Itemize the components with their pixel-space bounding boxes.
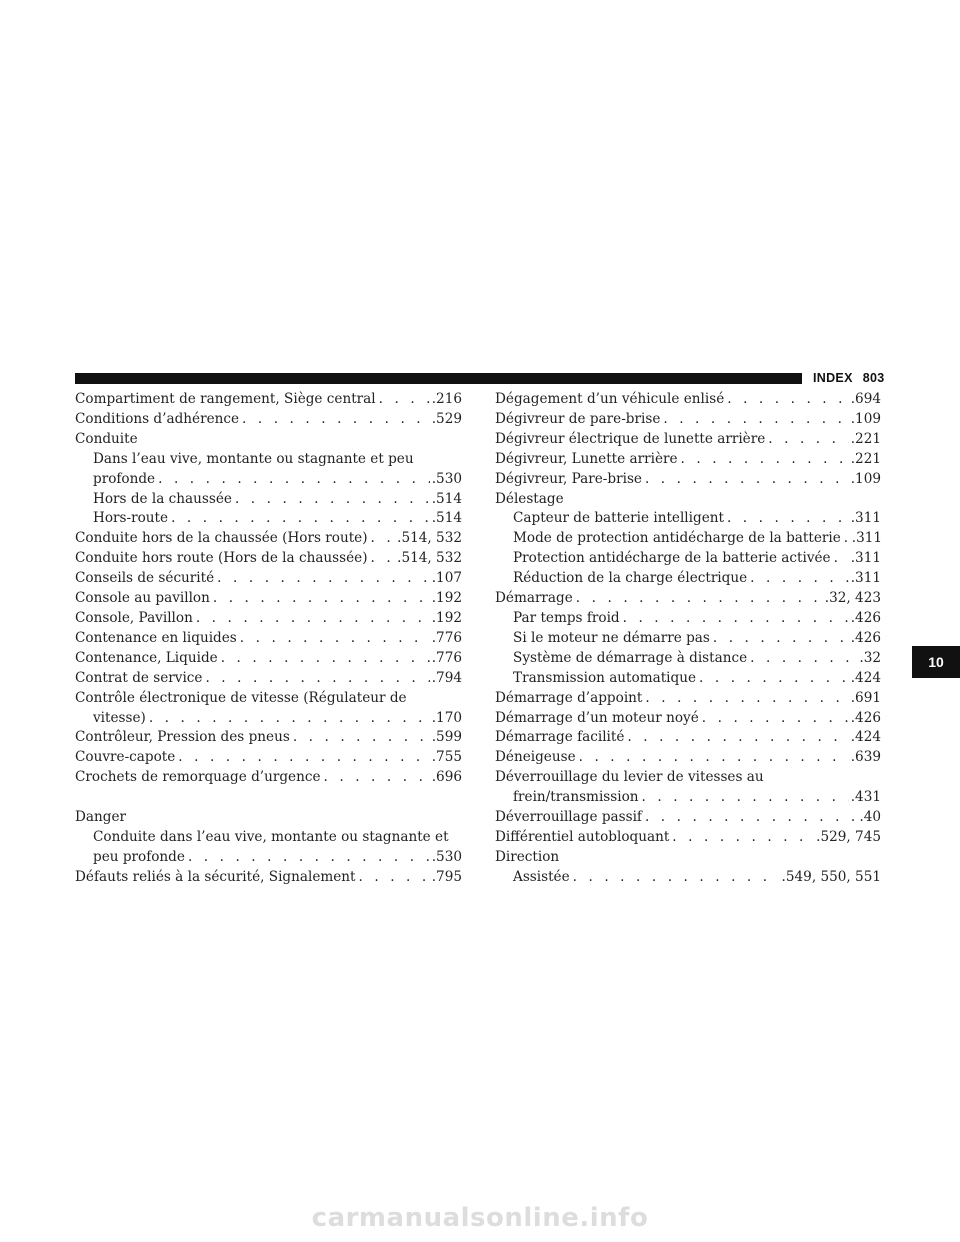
entry-text: Si le moteur ne démarre pas <box>513 629 710 646</box>
index-entry <box>495 470 881 490</box>
dot-leader <box>831 549 849 569</box>
index-entry <box>495 848 881 868</box>
dot-leader <box>290 728 430 748</box>
entry-text: Compartiment de rangement, Siège central <box>75 391 376 407</box>
index-column-right <box>495 390 881 888</box>
entry-page-ref: .514 <box>431 490 462 507</box>
dot-leader <box>699 709 849 729</box>
entry-text: Délestage <box>495 490 564 507</box>
chapter-tab[interactable]: 10 <box>912 646 960 678</box>
entry-page-ref: .431 <box>850 789 881 806</box>
index-entry <box>75 808 462 828</box>
entry-text: Déverrouillage passif <box>495 809 642 826</box>
entry-text: Direction <box>495 848 560 865</box>
entry-text: Dégivreur, Lunette arrière <box>495 450 678 467</box>
dot-leader <box>573 589 823 609</box>
entry-text: Démarrage d’un moteur noyé <box>495 709 699 726</box>
entry-page-ref: .424 <box>850 729 881 746</box>
entry-page-ref: .192 <box>431 590 462 607</box>
index-entry <box>75 868 462 888</box>
running-header <box>813 371 884 385</box>
entry-page-ref: .776 <box>431 649 462 666</box>
entry-text: Conduite dans l’eau vive, montante ou stagnante et <box>93 828 449 845</box>
entry-text: Démarrage facilité <box>495 729 625 746</box>
index-entry <box>495 569 881 589</box>
entry-text: Contrat de service <box>75 669 203 686</box>
index-entry <box>495 609 881 629</box>
watermark: carmanualsonline.info <box>311 1203 649 1233</box>
entry-text: Réduction de la charge électrique <box>513 570 748 587</box>
entry-text: Démarrage <box>495 590 573 607</box>
dot-leader <box>218 649 430 669</box>
entry-text: Conduite hors de la chaussée (Hors route) <box>75 530 368 547</box>
index-entry <box>495 529 881 549</box>
dot-leader <box>669 828 814 848</box>
entry-text: Console au pavillon <box>75 590 210 607</box>
dot-leader <box>214 569 430 589</box>
entry-page-ref: .109 <box>850 410 881 427</box>
index-entry <box>75 490 462 510</box>
index-entry <box>495 629 881 649</box>
dot-leader <box>185 848 430 868</box>
entry-page-ref: .691 <box>850 689 881 706</box>
entry-page-ref: .32 <box>859 649 881 666</box>
entry-page-ref: .192 <box>431 609 462 626</box>
dot-leader <box>168 509 430 529</box>
dot-leader <box>724 509 849 529</box>
entry-text: Défauts reliés à la sécurité, Signalement <box>75 868 356 885</box>
entry-text: Déneigeuse <box>495 749 576 766</box>
index-entry <box>495 788 881 808</box>
entry-page-ref: .32, 423 <box>824 590 881 607</box>
index-entry <box>495 549 881 569</box>
header-rule <box>75 373 802 384</box>
entry-text: Protection antidécharge de la batterie activée <box>513 550 831 567</box>
dot-leader <box>368 549 396 569</box>
entry-page-ref: .40 <box>859 809 881 826</box>
dot-leader <box>765 430 848 450</box>
entry-page-ref: .311 <box>850 510 881 527</box>
entry-text: Hors-route <box>93 510 169 527</box>
dot-leader <box>155 470 430 490</box>
index-entry <box>75 569 462 589</box>
index-entry <box>75 828 462 848</box>
entry-text: Contenance en liquides <box>75 629 237 646</box>
entry-page-ref: .216 <box>431 391 462 407</box>
dot-leader <box>642 808 857 828</box>
dot-leader <box>202 669 429 689</box>
dot-leader <box>624 728 848 748</box>
entry-page-ref: .311 <box>850 570 881 587</box>
index-entry <box>75 748 462 768</box>
entry-text: Capteur de batterie intelligent <box>513 510 724 527</box>
page-number: 803 <box>862 371 885 385</box>
entry-page-ref: .599 <box>431 729 462 746</box>
entry-text: Crochets de remorquage d’urgence <box>75 769 321 786</box>
entry-text: Dégivreur de pare-brise <box>495 410 661 427</box>
entry-page-ref: .514, 532 <box>397 550 462 567</box>
entry-page-ref: .696 <box>431 769 462 786</box>
dot-leader <box>576 748 849 768</box>
entry-page-ref: .514, 532 <box>397 530 462 547</box>
dot-leader <box>642 470 849 490</box>
index-entry <box>75 609 462 629</box>
entry-text: Hors de la chaussée <box>93 490 232 507</box>
dot-leader <box>642 689 848 709</box>
dot-leader <box>321 768 430 788</box>
index-entry <box>75 629 462 649</box>
dot-leader <box>376 390 430 410</box>
dot-leader <box>747 569 849 589</box>
index-entry <box>495 589 881 609</box>
index-entry <box>495 768 881 788</box>
entry-page-ref: .529, 745 <box>816 828 881 845</box>
dot-leader <box>747 649 857 669</box>
entry-text: Conditions d’adhérence <box>75 410 240 427</box>
entry-page-ref: .170 <box>431 709 462 726</box>
header-section: INDEX <box>813 371 853 385</box>
entry-text: peu profonde <box>93 848 185 865</box>
entry-page-ref: .794 <box>431 669 462 686</box>
dot-leader <box>620 609 849 629</box>
entry-text: Console, Pavillon <box>75 609 193 626</box>
index-entry <box>495 450 881 470</box>
entry-page-ref: .530 <box>431 470 462 487</box>
entry-text: Assistée <box>513 868 570 885</box>
index-entry <box>75 450 462 470</box>
index-entry <box>495 669 881 689</box>
entry-page-ref: .424 <box>850 669 881 686</box>
dot-leader <box>193 609 430 629</box>
dot-leader <box>678 450 849 470</box>
entry-page-ref: .776 <box>431 629 462 646</box>
index-entry <box>75 470 462 490</box>
entry-text: Différentiel autobloquant <box>495 828 670 845</box>
entry-page-ref: .311 <box>851 530 883 547</box>
entry-page-ref: .755 <box>431 749 462 766</box>
index-entry <box>495 649 881 669</box>
entry-text: profonde <box>93 470 156 487</box>
index-entry <box>75 768 462 788</box>
entry-text: Système de démarrage à distance <box>513 649 748 666</box>
entry-text: Déverrouillage du levier de vitesses au <box>495 769 764 786</box>
entry-text: Contenance, Liquide <box>75 649 218 666</box>
dot-leader <box>841 529 850 549</box>
entry-page-ref: .514 <box>431 510 462 527</box>
dot-leader <box>639 788 849 808</box>
entry-text: Contrôleur, Pression des pneus <box>75 729 290 746</box>
dot-leader <box>356 868 430 888</box>
entry-page-ref: .639 <box>850 749 881 766</box>
dot-leader <box>175 748 429 768</box>
index-entry <box>495 868 881 888</box>
entry-page-ref: .426 <box>850 709 881 726</box>
entry-text: Transmission automatique <box>513 669 697 686</box>
entry-text: frein/transmission <box>513 789 639 806</box>
entry-text: Conduite hors route (Hors de la chaussée) <box>75 550 368 567</box>
entry-text: Dégagement d’un véhicule enlisé <box>495 391 725 407</box>
entry-text: Danger <box>75 809 127 826</box>
index-entry <box>495 390 881 410</box>
dot-leader <box>724 390 848 410</box>
entry-page-ref: .529 <box>431 410 462 427</box>
entry-page-ref: .109 <box>850 470 881 487</box>
index-entry <box>495 490 881 510</box>
index-entry <box>75 669 462 689</box>
entry-text: Par temps froid <box>513 609 620 626</box>
entry-text: Dans l’eau vive, montante ou stagnante et peu <box>93 450 414 467</box>
dot-leader <box>570 868 780 888</box>
entry-text: Conduite <box>75 430 138 447</box>
dot-leader <box>146 709 430 729</box>
index-entry <box>75 549 462 569</box>
entry-page-ref: .221 <box>850 450 881 467</box>
index-column-left <box>75 390 462 888</box>
entry-text: Démarrage d’appoint <box>495 689 643 706</box>
index-entry <box>495 748 881 768</box>
entry-text: Dégivreur électrique de lunette arrière <box>495 430 766 447</box>
dot-leader <box>210 589 430 609</box>
entry-page-ref: .530 <box>431 848 462 865</box>
dot-leader <box>368 529 396 549</box>
entry-page-ref: .221 <box>850 430 881 447</box>
index-entry <box>495 430 881 450</box>
index-entry <box>75 689 462 709</box>
index-entry <box>495 509 881 529</box>
index-entry <box>75 649 462 669</box>
entry-gap <box>75 788 462 808</box>
entry-page-ref: .426 <box>850 629 881 646</box>
index-entry <box>75 709 462 729</box>
entry-text: vitesse) <box>93 709 146 726</box>
index-entry <box>75 848 462 868</box>
index-entry <box>75 410 462 430</box>
dot-leader <box>239 410 430 430</box>
entry-text: Dégivreur, Pare-brise <box>495 470 642 487</box>
entry-page-ref: .311 <box>850 550 881 567</box>
index-entry <box>75 589 462 609</box>
entry-text: Couvre-capote <box>75 749 176 766</box>
index-entry <box>75 728 462 748</box>
index-entry <box>495 709 881 729</box>
index-entry <box>75 509 462 529</box>
index-entry <box>75 430 462 450</box>
dot-leader <box>710 629 849 649</box>
dot-leader <box>696 669 849 689</box>
index-entry <box>495 728 881 748</box>
index-entry <box>75 529 462 549</box>
entry-text: Conseils de sécurité <box>75 570 215 587</box>
entry-text: Contrôle électronique de vitesse (Régulateur de <box>75 689 407 706</box>
dot-leader <box>660 410 848 430</box>
entry-page-ref: .694 <box>850 391 881 407</box>
entry-text: Mode de protection antidécharge de la batterie <box>513 530 841 547</box>
entry-page-ref: .795 <box>431 868 462 885</box>
index-entry <box>75 390 462 410</box>
dot-leader <box>237 629 430 649</box>
dot-leader <box>232 490 430 510</box>
entry-page-ref: .107 <box>431 570 462 587</box>
entry-page-ref: .549, 550, 551 <box>781 868 881 885</box>
index-entry <box>495 828 881 848</box>
index-entry <box>495 410 881 430</box>
index-entry <box>495 689 881 709</box>
entry-page-ref: .426 <box>850 609 881 626</box>
index-entry <box>495 808 881 828</box>
